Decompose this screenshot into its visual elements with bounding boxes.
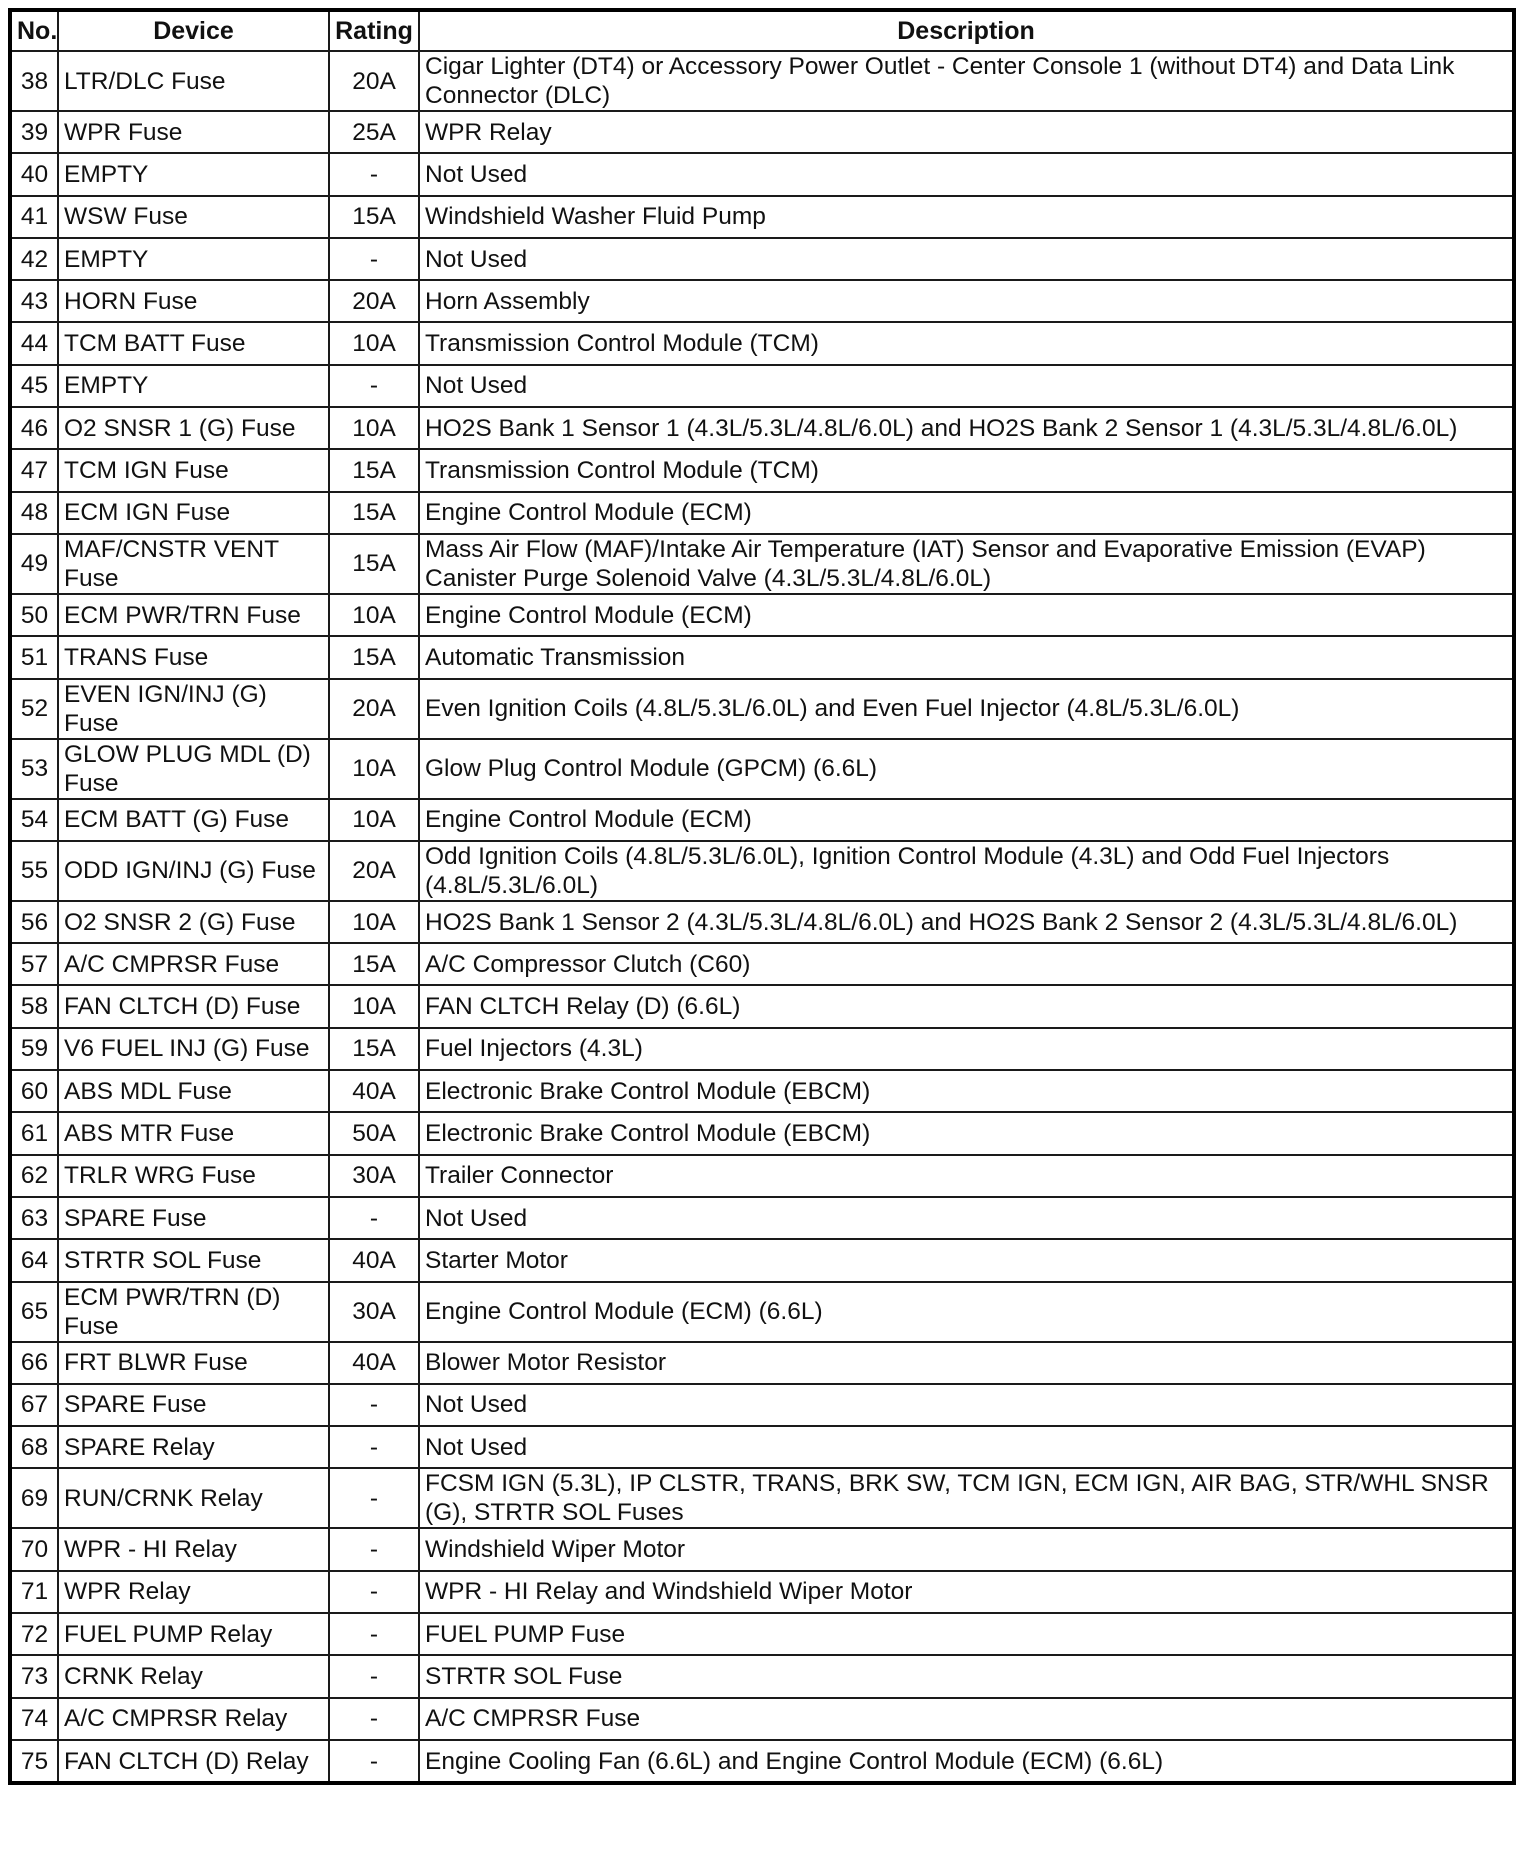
cell-no: 57 <box>10 943 58 985</box>
table-row <box>10 1528 1514 1570</box>
cell-description: Horn Assembly <box>419 280 1514 322</box>
cell-rating: - <box>329 365 419 407</box>
cell-device: V6 FUEL INJ (G) Fuse <box>58 1028 329 1070</box>
cell-rating: 40A <box>329 1070 419 1112</box>
table-row <box>10 1239 1514 1281</box>
cell-rating: - <box>329 1528 419 1570</box>
cell-device: ECM PWR/TRN Fuse <box>58 594 329 636</box>
header-rating: Rating <box>329 10 419 51</box>
cell-no: 68 <box>10 1426 58 1468</box>
cell-no: 61 <box>10 1112 58 1154</box>
cell-description: Trailer Connector <box>419 1155 1514 1197</box>
cell-rating: 25A <box>329 111 419 153</box>
table-row <box>10 1426 1514 1468</box>
cell-no: 62 <box>10 1155 58 1197</box>
cell-device: A/C CMPRSR Relay <box>58 1698 329 1740</box>
cell-device: STRTR SOL Fuse <box>58 1239 329 1281</box>
cell-rating: 20A <box>329 51 419 111</box>
cell-no: 53 <box>10 739 58 799</box>
cell-description: Engine Control Module (ECM) <box>419 799 1514 841</box>
cell-rating: - <box>329 1698 419 1740</box>
table-row <box>10 111 1514 153</box>
cell-description: Engine Control Module (ECM) <box>419 594 1514 636</box>
cell-device: GLOW PLUG MDL (D) Fuse <box>58 739 329 799</box>
cell-device: ECM BATT (G) Fuse <box>58 799 329 841</box>
cell-description: Transmission Control Module (TCM) <box>419 449 1514 491</box>
cell-rating: - <box>329 1571 419 1613</box>
cell-description: Even Ignition Coils (4.8L/5.3L/6.0L) and Even Fuel Injector (4.8L/5.3L/6.0L) <box>419 679 1514 739</box>
cell-no: 38 <box>10 51 58 111</box>
cell-no: 42 <box>10 238 58 280</box>
table-row <box>10 196 1514 238</box>
cell-device: FRT BLWR Fuse <box>58 1342 329 1384</box>
cell-device: WPR Relay <box>58 1571 329 1613</box>
cell-description: Not Used <box>419 1197 1514 1239</box>
cell-device: TCM IGN Fuse <box>58 449 329 491</box>
cell-rating: 50A <box>329 1112 419 1154</box>
cell-description: Windshield Washer Fluid Pump <box>419 196 1514 238</box>
cell-device: EMPTY <box>58 238 329 280</box>
cell-no: 47 <box>10 449 58 491</box>
table-row <box>10 449 1514 491</box>
cell-no: 41 <box>10 196 58 238</box>
cell-rating: 10A <box>329 594 419 636</box>
cell-description: Engine Cooling Fan (6.6L) and Engine Control Module (ECM) (6.6L) <box>419 1740 1514 1783</box>
header-no: No. <box>10 10 58 51</box>
table-row <box>10 238 1514 280</box>
header-row <box>10 10 1514 51</box>
table-row <box>10 1571 1514 1613</box>
cell-no: 43 <box>10 280 58 322</box>
cell-no: 39 <box>10 111 58 153</box>
table-row <box>10 1698 1514 1740</box>
cell-no: 75 <box>10 1740 58 1783</box>
cell-description: Blower Motor Resistor <box>419 1342 1514 1384</box>
cell-device: MAF/CNSTR VENT Fuse <box>58 534 329 594</box>
cell-rating: 20A <box>329 841 419 901</box>
cell-rating: 30A <box>329 1282 419 1342</box>
cell-no: 66 <box>10 1342 58 1384</box>
cell-rating: - <box>329 1468 419 1528</box>
cell-no: 55 <box>10 841 58 901</box>
cell-description: A/C CMPRSR Fuse <box>419 1698 1514 1740</box>
cell-no: 60 <box>10 1070 58 1112</box>
table-row <box>10 1384 1514 1426</box>
table-row <box>10 985 1514 1027</box>
table-row <box>10 365 1514 407</box>
cell-rating: - <box>329 1426 419 1468</box>
cell-device: FUEL PUMP Relay <box>58 1613 329 1655</box>
cell-rating: - <box>329 153 419 195</box>
cell-description: Cigar Lighter (DT4) or Accessory Power Outlet - Center Console 1 (without DT4) and Data Link Connector (DLC) <box>419 51 1514 111</box>
cell-device: ABS MTR Fuse <box>58 1112 329 1154</box>
cell-no: 45 <box>10 365 58 407</box>
cell-device: WPR Fuse <box>58 111 329 153</box>
cell-no: 46 <box>10 407 58 449</box>
cell-rating: 15A <box>329 636 419 678</box>
cell-description: FUEL PUMP Fuse <box>419 1613 1514 1655</box>
cell-device: O2 SNSR 1 (G) Fuse <box>58 407 329 449</box>
cell-description: A/C Compressor Clutch (C60) <box>419 943 1514 985</box>
table-row <box>10 799 1514 841</box>
cell-no: 65 <box>10 1282 58 1342</box>
cell-description: Not Used <box>419 1384 1514 1426</box>
cell-description: WPR Relay <box>419 111 1514 153</box>
cell-no: 71 <box>10 1571 58 1613</box>
cell-description: Windshield Wiper Motor <box>419 1528 1514 1570</box>
cell-description: Not Used <box>419 365 1514 407</box>
cell-device: TRLR WRG Fuse <box>58 1155 329 1197</box>
table-row <box>10 153 1514 195</box>
cell-device: EMPTY <box>58 365 329 407</box>
cell-rating: 10A <box>329 739 419 799</box>
cell-rating: 30A <box>329 1155 419 1197</box>
cell-description: Odd Ignition Coils (4.8L/5.3L/6.0L), Ignition Control Module (4.3L) and Odd Fuel Injectors (4.8L/5.3L/6.0L) <box>419 841 1514 901</box>
cell-description: Starter Motor <box>419 1239 1514 1281</box>
cell-rating: 10A <box>329 799 419 841</box>
cell-rating: - <box>329 1384 419 1426</box>
cell-no: 48 <box>10 492 58 534</box>
cell-rating: 15A <box>329 943 419 985</box>
cell-rating: 15A <box>329 449 419 491</box>
table-row <box>10 492 1514 534</box>
cell-no: 50 <box>10 594 58 636</box>
cell-description: Not Used <box>419 153 1514 195</box>
cell-device: FAN CLTCH (D) Relay <box>58 1740 329 1783</box>
cell-device: EMPTY <box>58 153 329 195</box>
table-row <box>10 841 1514 901</box>
cell-no: 74 <box>10 1698 58 1740</box>
table-row <box>10 739 1514 799</box>
cell-description: Not Used <box>419 1426 1514 1468</box>
table-row <box>10 1613 1514 1655</box>
cell-no: 40 <box>10 153 58 195</box>
cell-rating: - <box>329 238 419 280</box>
cell-description: STRTR SOL Fuse <box>419 1655 1514 1697</box>
cell-device: TCM BATT Fuse <box>58 322 329 364</box>
cell-description: Glow Plug Control Module (GPCM) (6.6L) <box>419 739 1514 799</box>
table-row <box>10 1112 1514 1154</box>
cell-no: 59 <box>10 1028 58 1070</box>
cell-rating: 10A <box>329 985 419 1027</box>
cell-description: FAN CLTCH Relay (D) (6.6L) <box>419 985 1514 1027</box>
table-row <box>10 1028 1514 1070</box>
cell-no: 44 <box>10 322 58 364</box>
header-description: Description <box>419 10 1514 51</box>
cell-description: FCSM IGN (5.3L), IP CLSTR, TRANS, BRK SW, TCM IGN, ECM IGN, AIR BAG, STR/WHL SNSR (G), STRTR SOL Fuses <box>419 1468 1514 1528</box>
table-row <box>10 636 1514 678</box>
cell-rating: - <box>329 1655 419 1697</box>
cell-device: SPARE Fuse <box>58 1384 329 1426</box>
cell-no: 63 <box>10 1197 58 1239</box>
cell-device: ABS MDL Fuse <box>58 1070 329 1112</box>
cell-description: Electronic Brake Control Module (EBCM) <box>419 1070 1514 1112</box>
cell-device: FAN CLTCH (D) Fuse <box>58 985 329 1027</box>
cell-device: SPARE Relay <box>58 1426 329 1468</box>
cell-no: 52 <box>10 679 58 739</box>
cell-device: HORN Fuse <box>58 280 329 322</box>
cell-rating: 10A <box>329 901 419 943</box>
cell-rating: 15A <box>329 196 419 238</box>
cell-device: SPARE Fuse <box>58 1197 329 1239</box>
cell-description: Fuel Injectors (4.3L) <box>419 1028 1514 1070</box>
cell-device: CRNK Relay <box>58 1655 329 1697</box>
table-row <box>10 1197 1514 1239</box>
cell-rating: 20A <box>329 280 419 322</box>
cell-rating: 40A <box>329 1342 419 1384</box>
cell-no: 58 <box>10 985 58 1027</box>
table-row <box>10 407 1514 449</box>
cell-no: 70 <box>10 1528 58 1570</box>
header-device: Device <box>58 10 329 51</box>
cell-description: WPR - HI Relay and Windshield Wiper Motor <box>419 1571 1514 1613</box>
cell-device: WSW Fuse <box>58 196 329 238</box>
cell-device: ECM IGN Fuse <box>58 492 329 534</box>
cell-description: Mass Air Flow (MAF)/Intake Air Temperature (IAT) Sensor and Evaporative Emission (EVAP) Canister Purge Solenoid Valve (4.3L/5.3L/4.8L/6.0L) <box>419 534 1514 594</box>
cell-description: Engine Control Module (ECM) (6.6L) <box>419 1282 1514 1342</box>
cell-device: O2 SNSR 2 (G) Fuse <box>58 901 329 943</box>
cell-device: RUN/CRNK Relay <box>58 1468 329 1528</box>
table-row <box>10 1740 1514 1783</box>
table-row <box>10 594 1514 636</box>
fuse-relay-table <box>8 8 1516 1785</box>
fuse-table-sheet <box>8 8 1516 1785</box>
cell-description: HO2S Bank 1 Sensor 1 (4.3L/5.3L/4.8L/6.0L) and HO2S Bank 2 Sensor 1 (4.3L/5.3L/4.8L/6.0L) <box>419 407 1514 449</box>
cell-rating: - <box>329 1740 419 1783</box>
cell-device: EVEN IGN/INJ (G) Fuse <box>58 679 329 739</box>
table-row <box>10 1282 1514 1342</box>
table-row <box>10 322 1514 364</box>
cell-description: Not Used <box>419 238 1514 280</box>
cell-no: 51 <box>10 636 58 678</box>
cell-description: Electronic Brake Control Module (EBCM) <box>419 1112 1514 1154</box>
table-row <box>10 943 1514 985</box>
cell-no: 64 <box>10 1239 58 1281</box>
cell-device: LTR/DLC Fuse <box>58 51 329 111</box>
cell-device: TRANS Fuse <box>58 636 329 678</box>
cell-device: ECM PWR/TRN (D) Fuse <box>58 1282 329 1342</box>
cell-rating: 15A <box>329 492 419 534</box>
cell-no: 56 <box>10 901 58 943</box>
cell-rating: - <box>329 1197 419 1239</box>
cell-rating: 40A <box>329 1239 419 1281</box>
cell-description: HO2S Bank 1 Sensor 2 (4.3L/5.3L/4.8L/6.0L) and HO2S Bank 2 Sensor 2 (4.3L/5.3L/4.8L/6.0L) <box>419 901 1514 943</box>
cell-description: Transmission Control Module (TCM) <box>419 322 1514 364</box>
cell-rating: 10A <box>329 407 419 449</box>
table-row <box>10 1655 1514 1697</box>
table-row <box>10 1070 1514 1112</box>
table-row <box>10 679 1514 739</box>
cell-rating: - <box>329 1613 419 1655</box>
cell-description: Engine Control Module (ECM) <box>419 492 1514 534</box>
cell-device: A/C CMPRSR Fuse <box>58 943 329 985</box>
cell-no: 69 <box>10 1468 58 1528</box>
cell-no: 49 <box>10 534 58 594</box>
table-row <box>10 534 1514 594</box>
table-row <box>10 1342 1514 1384</box>
table-row <box>10 901 1514 943</box>
table-row <box>10 1155 1514 1197</box>
cell-device: ODD IGN/INJ (G) Fuse <box>58 841 329 901</box>
cell-no: 54 <box>10 799 58 841</box>
cell-no: 73 <box>10 1655 58 1697</box>
cell-rating: 10A <box>329 322 419 364</box>
cell-rating: 15A <box>329 534 419 594</box>
cell-no: 72 <box>10 1613 58 1655</box>
table-row <box>10 280 1514 322</box>
table-row <box>10 51 1514 111</box>
cell-device: WPR - HI Relay <box>58 1528 329 1570</box>
cell-no: 67 <box>10 1384 58 1426</box>
cell-rating: 20A <box>329 679 419 739</box>
cell-description: Automatic Transmission <box>419 636 1514 678</box>
cell-rating: 15A <box>329 1028 419 1070</box>
table-row <box>10 1468 1514 1528</box>
